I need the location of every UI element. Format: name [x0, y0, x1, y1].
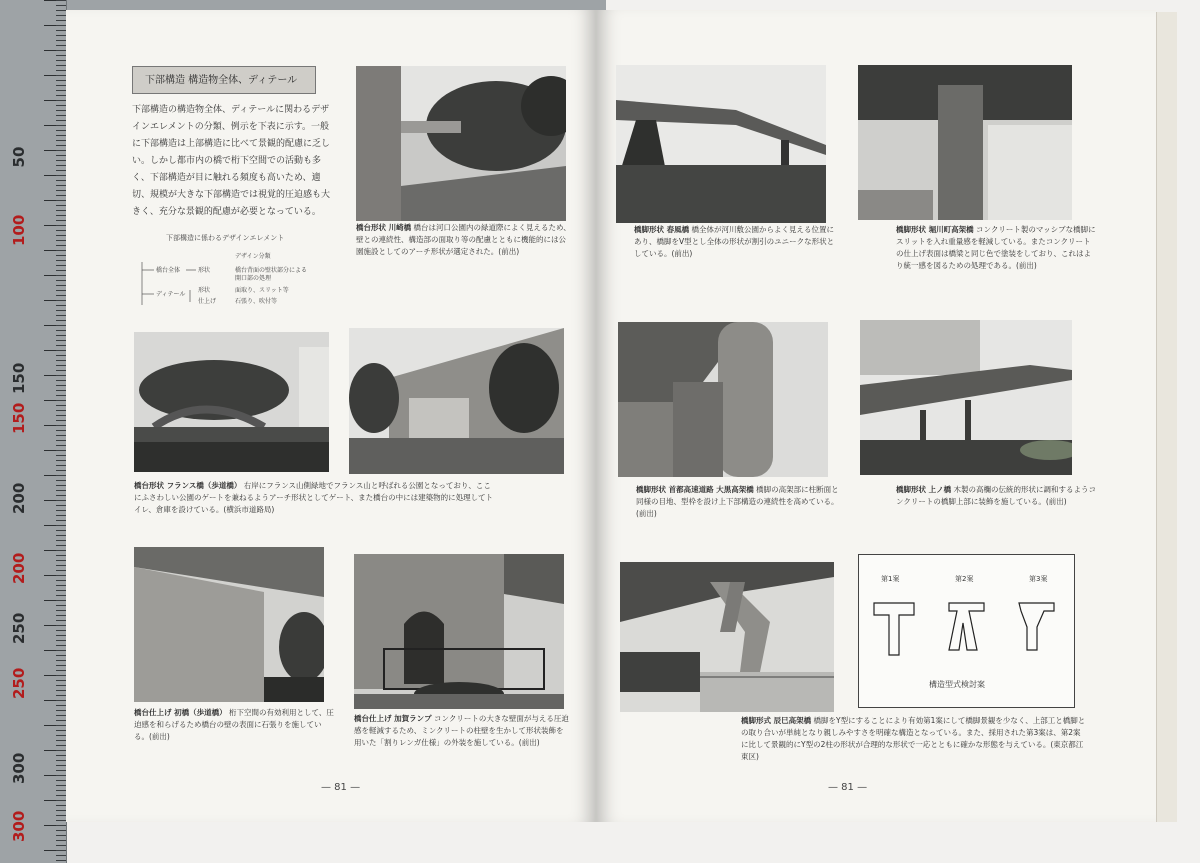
design-study-diagram: [858, 554, 1075, 708]
diagram-item: 橋台背面の壁状部分による: [235, 267, 308, 274]
diagram-subtitle: デザイン分類: [235, 253, 271, 260]
caption-shutoko-pier: [636, 484, 846, 520]
diagram-item: 橋台全体: [156, 267, 181, 274]
caption-title: 橋脚形状 首都高速道路 大黒高架橋: [636, 485, 754, 494]
photo-kaga-ramp: [354, 554, 564, 709]
open-book: [66, 10, 1176, 822]
caption-text: 木製の高欄の伝統的形状に調和するようコンクリートの橋脚上部に装飾を施している。(前出): [896, 485, 1097, 506]
diagram-item: 形状: [198, 267, 211, 274]
caption-title: 橋台形状 フランス橋（歩道橋）: [134, 481, 242, 490]
intro-text: 下部構造の構造物全体、ディテールに関わるデザインエレメントの分類、例示を下表に示す。一般に下部構造は上部構造に比べて景観的配慮に乏しい。しかし都市内の橋で桁下空間での活動も多く、下部構造が目に触れる頻度も高いため、適切、規模が大きな下部構造では視覚的圧迫感も大きく、充分な景観的配慮が必要となっている。: [132, 105, 331, 217]
caption-title: 橋脚形状 上ノ橋: [896, 485, 952, 494]
page-number-left: — 81 —: [321, 782, 361, 793]
caption-text: 桁下空間の有効利用として、圧迫感を和らげるため橋台の壁の表面に石張りを施している。(前出): [134, 708, 334, 741]
ruler: [0, 0, 67, 863]
photo-france-bridge-toilet: [349, 328, 564, 474]
design-study-label: 第1案: [881, 575, 900, 583]
photo-tatsumi-viaduct: [620, 562, 834, 712]
caption-france-bridge: [134, 480, 494, 516]
section-title: 下部構造 構造物全体、ディテール: [132, 66, 316, 94]
caption-title: 橋台仕上げ 初橋（歩道橋）: [134, 708, 227, 717]
ruler-label: 300: [10, 752, 28, 784]
photo-kamino-bridge: [860, 320, 1072, 475]
photo-stone-abutment: [134, 547, 324, 702]
ruler-label-red: 300: [10, 810, 28, 842]
right-page: [596, 10, 1156, 822]
caption-tatsumi-viaduct: [741, 715, 1086, 763]
photo-shutoko-pier: [618, 322, 828, 477]
caption-text: 橋脚の高架部に柱断面と同様の目地、型枠を設け上下部構造の連続性を高めている。(前出): [636, 485, 839, 518]
design-study-label: 第2案: [955, 575, 974, 583]
diagram-item: 開口部の処理: [235, 275, 272, 282]
diagram-item: 形状: [198, 287, 211, 294]
design-element-diagram: [140, 250, 340, 310]
ruler-top: [66, 0, 606, 10]
caption-kaga-ramp: [354, 713, 569, 749]
caption-shunpu-bridge: [634, 224, 839, 260]
ruler-label: 50: [10, 146, 28, 168]
caption-title: 橋脚形式 辰巳高架橋: [741, 716, 812, 725]
ruler-label: 200: [10, 482, 28, 514]
ruler-label-red: 100: [10, 214, 28, 246]
ruler-label: 150: [10, 362, 28, 394]
ruler-label: 250: [10, 612, 28, 644]
caption-text: 橋脚をY型にすることにより有効第1案にして橋脚景観を少なく、上部工と橋脚との取り合いが単純となり親しみやすさを明確な構造となっている。また、採用された第3案は、第2案に比して景観的にY型の2柱の形状が合理的な形状で一応とともに確かな形態を与えている。(東京都江東区): [741, 716, 1086, 761]
left-page: [66, 10, 596, 822]
caption-text: コンクリートの大きな壁面が与える圧迫感を軽減するため、ミンクリートの柱壁を生かして形状装飾を用いた「割りレンガ仕様」の外装を施している。(前出): [354, 714, 569, 747]
photo-shunpu-bridge: [616, 65, 826, 223]
caption-text: 橋全体が河川敷公園からよく見える位置にあり、橋脚をV型とし全体の形状が割引のユニークな形状としている。(前出): [634, 225, 835, 258]
caption-kawasaki: [356, 222, 571, 258]
caption-kamino-bridge: [896, 484, 1096, 508]
page-edge: [1156, 12, 1177, 822]
caption-text: コンクリート製のマッシブな橋脚にスリットを入れ重量感を軽減している。またコンクリートの仕上げ表面は橋梁と同じ色で塗装をしており、これはより統一感を図るための処理である。(前出): [896, 225, 1096, 270]
diagram-item: 石張り、吹付等: [235, 298, 278, 305]
ruler-ticks: [40, 0, 66, 863]
diagram-title: 下部構造に係わるデザインエレメント: [166, 234, 285, 242]
photo-horikawa-viaduct: [858, 65, 1072, 220]
diagram-item: 仕上げ: [198, 298, 217, 305]
caption-title: 橋脚形状 堀川町高架橋: [896, 225, 974, 234]
diagram-item: 面取り、スリット等: [235, 287, 289, 294]
design-study-label: 第3案: [1029, 575, 1048, 583]
caption-horikawa-viaduct: [896, 224, 1096, 272]
caption-title: 橋台仕上げ 加賀ランプ: [354, 714, 432, 723]
ruler-label-red: 250: [10, 667, 28, 699]
page-number-right: — 81 —: [828, 782, 868, 793]
ruler-label-red: 200: [10, 552, 28, 584]
design-study-title: 構造型式検討案: [929, 680, 985, 689]
caption-stone-abutment: [134, 707, 334, 743]
caption-text: 橋台は河口公園内の緑道際によく見えるため、壁との連続性、構造部の面取り等の配慮とともに機能的には公園施設としてのアーチ形状が選定された。(前出): [356, 223, 571, 256]
caption-title: 橋脚形状 春風橋: [634, 225, 690, 234]
ruler-label-red: 150: [10, 402, 28, 434]
caption-title: 橋台形状 川崎橋: [356, 223, 412, 232]
diagram-item: ディテール: [156, 291, 186, 298]
photo-france-bridge: [134, 332, 329, 472]
photo-abutment-kawasaki: [356, 66, 566, 221]
caption-text: 右岸にフランス山側緑地でフランス山と呼ばれる公園となっており、ここにふさわしい公園のゲートを兼ねるようアーチ形状としてゲート、また橋台の中には建築物的に処理してトイレ、倉庫を設けている。(横浜市道路局): [134, 481, 493, 514]
